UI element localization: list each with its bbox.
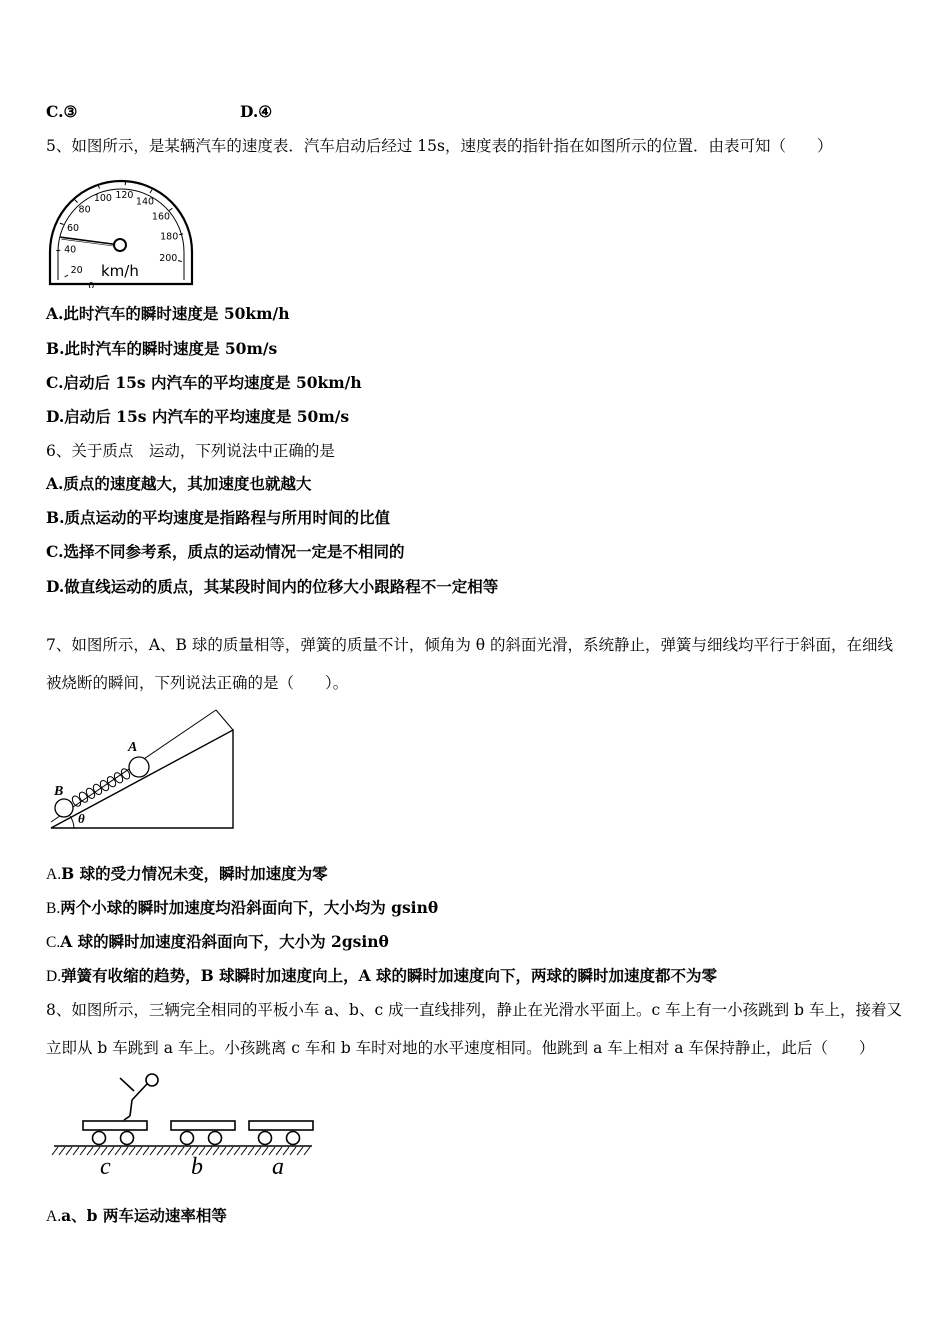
hatch-line (150, 1147, 156, 1155)
theta-arc (70, 816, 74, 828)
label-theta: θ (78, 811, 85, 826)
cart-b-wheel (209, 1132, 222, 1145)
q7-option-b-label: B. (46, 900, 61, 917)
child-figure (120, 1074, 158, 1120)
hatch-line (220, 1147, 226, 1155)
speedometer-tick-mark (150, 190, 152, 193)
speedometer-tick-mark (98, 185, 99, 189)
q6-stem: 6、关于质点 运动，下列说法中正确的是 (46, 442, 335, 460)
speedometer-tick-label: 20 (70, 265, 83, 276)
spring-coil (78, 791, 90, 804)
q6-option-d: D.做直线运动的质点，其某段时间内的位移大小跟路程不一定相等 (46, 577, 499, 596)
cart-c-wheel (93, 1132, 106, 1145)
hatch-line (227, 1147, 233, 1155)
option-d-prev: D.④ (240, 102, 273, 121)
cart-label-b: b (191, 1154, 203, 1180)
hatch-line (129, 1147, 135, 1155)
speedometer-tick-label: 60 (66, 222, 80, 234)
speedometer-tick-mark (60, 223, 64, 224)
hatch-line (241, 1147, 247, 1155)
q5-option-d: D.启动后 15s 内汽车的平均速度是 50m/s (46, 407, 350, 426)
speedometer-tick-label: 200 (159, 252, 178, 264)
q7-option-d-label: D. (46, 968, 62, 985)
q5-stem: 5、如图所示，是某辆汽车的速度表．汽车启动后经过 15s，速度表的指针指在如图所示的位置．由表可知（ ） (46, 137, 833, 155)
q7-option-c (46, 931, 389, 954)
child-head (146, 1074, 158, 1086)
speedometer-tick-label: 140 (135, 196, 155, 208)
hatch-line (52, 1147, 58, 1155)
cart-a (249, 1121, 313, 1145)
speedometer-hub (114, 239, 126, 251)
cart-c-deck (83, 1121, 147, 1130)
incline-top-edge (216, 710, 233, 730)
hatch-line (115, 1147, 121, 1155)
speedometer-tick-label: 0 (88, 281, 95, 288)
hatch-line (157, 1147, 163, 1155)
incline-figure (46, 705, 246, 833)
speedometer-tick-label: 40 (64, 244, 77, 256)
hatch-line (80, 1147, 86, 1155)
speedometer-tick-label: 120 (115, 190, 134, 202)
speedometer-tick-label: 180 (160, 231, 179, 243)
q8-stem-line2: 立即从 b 车跳到 a 车上。小孩跳离 c 车和 b 车时对地的水平速度相同。他跳到 a 车上相对 a 车保持静止，此后（ ） (46, 1039, 875, 1057)
speedometer-tick-label: 80 (78, 204, 91, 216)
label-a: A (128, 740, 138, 755)
cart-b-wheel (181, 1132, 194, 1145)
spring-coil (106, 775, 118, 788)
child-body (132, 1084, 147, 1100)
q7-option-d-text: 弹簧有收缩的趋势，B 球瞬时加速度向上，A 球的瞬时加速度向下，两球的瞬时加速度都不为零 (61, 966, 718, 985)
hatch-line (206, 1147, 212, 1155)
hatch-line (122, 1147, 128, 1155)
speedometer-tick-mark (65, 275, 68, 277)
speedometer-tick-mark (178, 261, 182, 262)
child-arm (120, 1078, 134, 1091)
cart-b-deck (171, 1121, 235, 1130)
q7-option-a-label: A. (46, 866, 62, 883)
q8-option-a-text: a、b 两车运动速率相等 (61, 1206, 227, 1225)
hatch-line (87, 1147, 93, 1155)
q7-option-d (46, 965, 717, 988)
hatch-line (143, 1147, 149, 1155)
cart-a-deck (249, 1121, 313, 1130)
cart-c (83, 1121, 147, 1145)
hatch-line (164, 1147, 170, 1155)
speedometer-tick-label: 160 (151, 211, 171, 223)
speedometer-figure (46, 170, 196, 288)
hatch-line (262, 1147, 268, 1155)
cart-c-wheel (121, 1132, 134, 1145)
carts (83, 1121, 313, 1145)
cart-a-wheel (287, 1132, 300, 1145)
option-c-prev: C.③ (46, 102, 78, 121)
hatch-line (297, 1147, 303, 1155)
spring-coil (92, 783, 104, 796)
q7-option-b (46, 897, 438, 920)
q5-option-a: A.此时汽车的瞬时速度是 50km/h (46, 304, 290, 323)
speedometer-tick-mark (169, 208, 172, 210)
child-foot (124, 1116, 130, 1120)
hatch-line (290, 1147, 296, 1155)
cart-a-wheel (259, 1132, 272, 1145)
q7-stem-line2: 被烧断的瞬间，下列说法正确的是（ ）。 (46, 674, 349, 692)
q8-option-a (46, 1205, 227, 1228)
speedometer-unit: km/h (101, 262, 139, 280)
q7-option-a-text: B 球的受力情况未变，瞬时加速度为零 (61, 864, 328, 883)
speedometer-tick-label: 100 (93, 193, 112, 204)
carts-figure (50, 1070, 320, 1182)
speedometer-tick-mark (179, 234, 183, 235)
ball-b (55, 799, 73, 817)
hatch-line (178, 1147, 184, 1155)
cart-label-c: c (100, 1154, 111, 1180)
q7-stem-line1: 7、如图所示，A、B 球的质量相等，弹簧的质量不计，倾角为 θ 的斜面光滑，系统静止，弹簧与细线均平行于斜面，在细线 (46, 636, 894, 654)
cart-b (171, 1121, 235, 1145)
hatch-line (171, 1147, 177, 1155)
q6-option-a: A.质点的速度越大，其加速度也就越大 (46, 474, 312, 493)
q6-option-b: B.质点运动的平均速度是指路程与所用时间的比值 (46, 508, 390, 527)
hatch-line (234, 1147, 240, 1155)
speedometer-tick-mark (75, 200, 78, 203)
q5-option-b: B.此时汽车的瞬时速度是 50m/s (46, 339, 278, 358)
q8-stem-line1: 8、如图所示，三辆完全相同的平板小车 a、b、c 成一直线排列，静止在光滑水平面上。c 车上有一小孩跳到 b 车上，接着又 (46, 1001, 902, 1019)
hatch-line (66, 1147, 72, 1155)
hatch-line (213, 1147, 219, 1155)
hatch-line (73, 1147, 79, 1155)
q8-option-a-label: A. (46, 1208, 62, 1225)
q7-option-c-label: C. (46, 934, 61, 951)
label-b: B (54, 784, 64, 799)
hatch-line (304, 1147, 310, 1155)
ball-a (129, 757, 149, 777)
child-leg (130, 1100, 132, 1116)
q7-option-c-text: A 球的瞬时加速度沿斜面向下，大小为 2gsinθ (60, 932, 389, 951)
hatch-line (255, 1147, 261, 1155)
hatch-line (59, 1147, 65, 1155)
q6-option-c: C.选择不同参考系，质点的运动情况一定是不相同的 (46, 542, 405, 561)
hatch-line (248, 1147, 254, 1155)
q5-option-c: C.启动后 15s 内汽车的平均速度是 50km/h (46, 373, 362, 392)
q7-option-b-text: 两个小球的瞬时加速度均沿斜面向下，大小均为 gsinθ (60, 898, 439, 917)
hatch-line (136, 1147, 142, 1155)
cart-label-a: a (272, 1154, 284, 1180)
q7-option-a (46, 863, 328, 886)
